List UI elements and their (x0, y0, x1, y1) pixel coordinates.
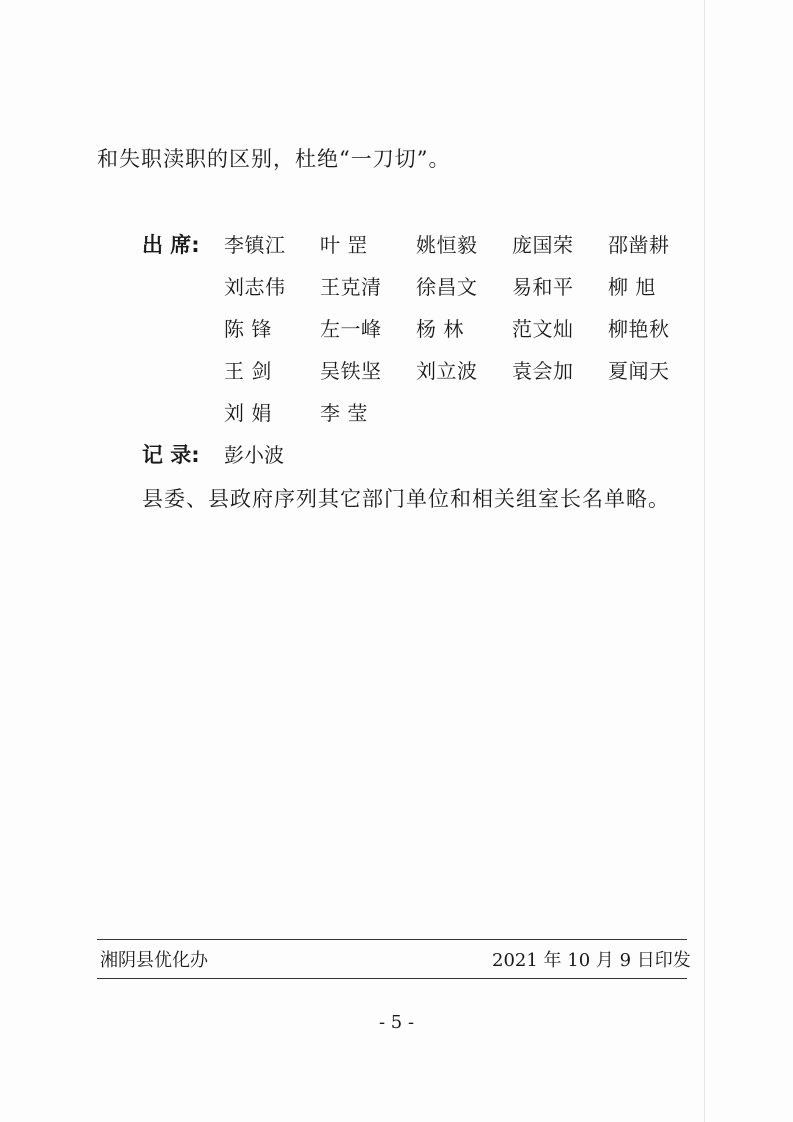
attendee-name: 叶 罡 (320, 233, 368, 257)
attendee-name: 刘立波 (416, 359, 478, 383)
issue-date: 2021 年 10 月 9 日印发 (492, 950, 691, 971)
attendee-name: 庞国荣 (512, 233, 574, 257)
issuer-name: 湘阴县优化办 (100, 950, 208, 971)
footer-rule-top (97, 939, 687, 940)
attendee-name: 刘 娟 (224, 401, 272, 425)
attendee-name: 陈 锋 (224, 317, 272, 341)
attendee-name: 徐昌文 (416, 275, 478, 299)
recorder-label: 记 录: (142, 443, 200, 467)
attendee-name: 姚恒毅 (416, 233, 478, 257)
recorder-name: 彭小波 (224, 443, 284, 467)
attendee-name: 李 莹 (320, 401, 368, 425)
attendee-name: 刘志伟 (224, 275, 286, 299)
attendee-name: 夏闻天 (608, 359, 670, 383)
attendees-label: 出 席: (142, 233, 200, 257)
attendee-name: 易和平 (512, 275, 574, 299)
attendee-name: 吴铁坚 (320, 359, 382, 383)
attendee-name: 王 剑 (224, 359, 272, 383)
attendee-name: 李镇江 (224, 233, 286, 257)
attendee-name: 袁会加 (512, 359, 574, 383)
attendee-name: 邵凿耕 (608, 233, 670, 257)
scan-edge (704, 0, 705, 1122)
attendee-name: 柳 旭 (608, 275, 656, 299)
page-number: - 5 - (378, 1012, 415, 1033)
footer-rule-bottom (97, 978, 687, 979)
attendee-name: 柳艳秋 (608, 317, 670, 341)
attendee-name: 王克清 (320, 275, 382, 299)
omission-note: 县委、县政府序列其它部门单位和相关组室长名单略。 (142, 487, 670, 511)
attendee-name: 左一峰 (320, 317, 382, 341)
attendee-name: 杨 林 (416, 317, 464, 341)
attendee-name: 范文灿 (512, 317, 574, 341)
intro-paragraph-line: 和失职渎职的区别，杜绝“一刀切”。 (97, 147, 451, 171)
attendees-list (224, 229, 684, 439)
